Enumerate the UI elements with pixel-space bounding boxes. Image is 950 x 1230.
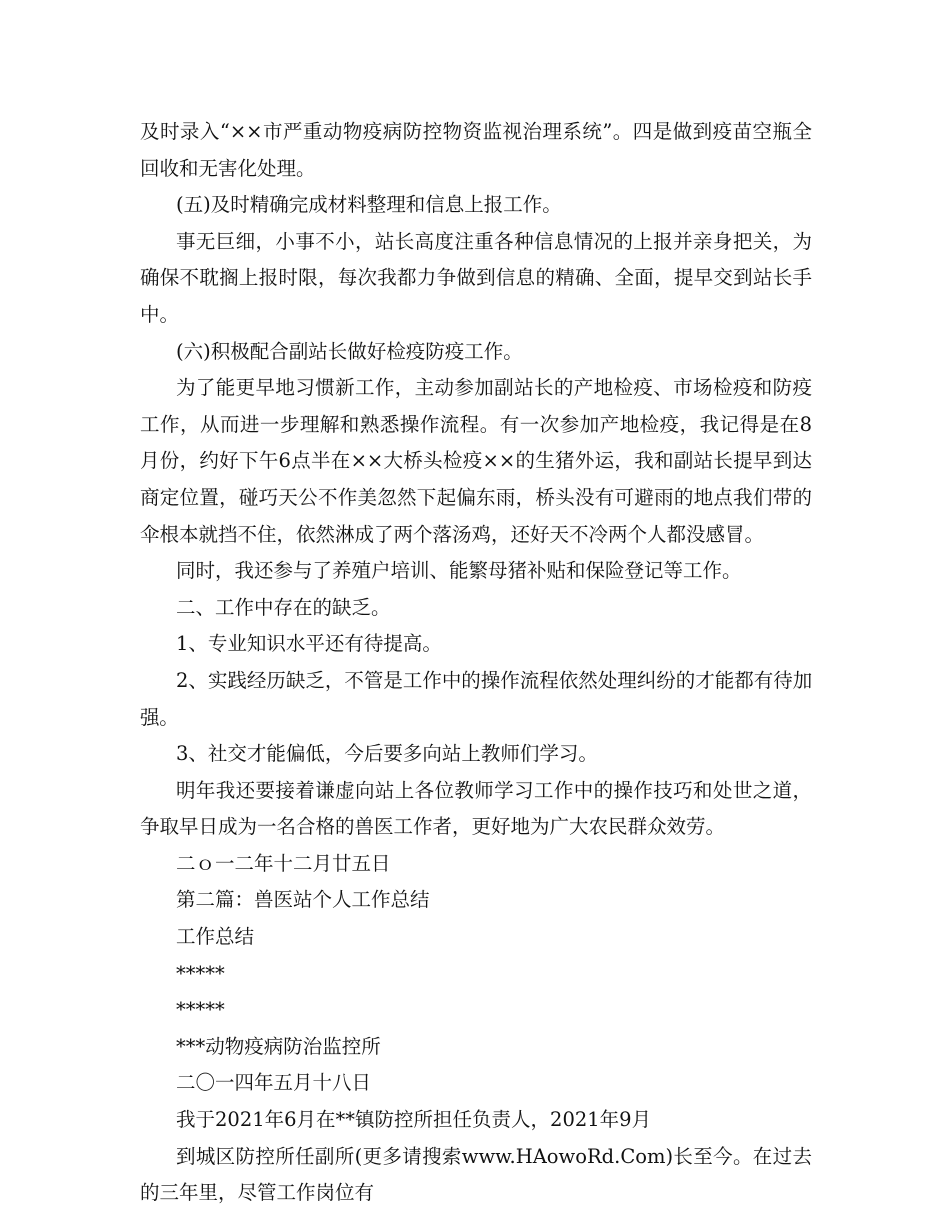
list-item: 3、社交才能偏低，今后要多向站上教师们学习。: [176, 742, 598, 766]
document-title: 工作总结: [176, 925, 255, 949]
redacted-line: *****: [176, 998, 225, 1022]
chapter-title: 第二篇：兽医站个人工作总结: [176, 888, 430, 912]
paragraph: 到城区防控所任副所(更多请搜索www.HAowoRd.Com)长至今。在过去的三年里，尽管工作岗位有: [140, 1144, 812, 1205]
section-heading: (六)积极配合副站长做好检疫防疫工作。: [176, 339, 523, 363]
paragraph: 同时，我还参与了养殖户培训、能繁母猪补贴和保险登记等工作。: [176, 559, 742, 583]
section-heading: 二、工作中存在的缺乏。: [176, 595, 391, 619]
paragraph: 为了能更早地习惯新工作，主动参加副站长的产地检疫、市场检疫和防疫工作，从而进一步理解和熟悉操作流程。有一次参加产地检疫，我记得是在8月份，约好下午6点半在××大桥头检疫××的生猪外运，我和副站长提早到达商定位置，碰巧天公不作美忽然下起偏东雨，桥头没有可避雨的地点我们带的伞根本就挡不住，依然淋成了两个落汤鸡，还好天不冷两个人都没感冒。: [140, 376, 812, 546]
organization-line: ***动物疫病防治监控所: [176, 1034, 381, 1058]
list-item: 2、实践经历缺乏，不管是工作中的操作流程依然处理纠纷的才能都有待加强。: [140, 668, 812, 729]
date-line: 二ｏ一二年十二月廿五日: [176, 851, 391, 875]
date-line: 二〇一四年五月十八日: [176, 1071, 372, 1095]
paragraph: 事无巨细，小事不小，站长高度注重各种信息情况的上报并亲身把关，为确保不耽搁上报时限，每次我都力争做到信息的精确、全面，提早交到站长手中。: [140, 229, 812, 326]
list-item: 1、专业知识水平还有待提高。: [176, 632, 442, 656]
redacted-line: *****: [176, 961, 225, 985]
paragraph: 我于2021年6月在**镇防控所担任负责人，2021年9月: [176, 1108, 652, 1132]
section-heading: (五)及时精确完成材料整理和信息上报工作。: [176, 193, 562, 217]
document-body: [140, 114, 812, 1212]
paragraph: 明年我还要接着谦虚向站上各位教师学习工作中的操作技巧和处世之道，争取早日成为一名合格的兽医工作者，更好地为广大农民群众效劳。: [140, 778, 812, 839]
paragraph: 及时录入“××市严重动物疫病防控物资监视治理系统”。四是做到疫苗空瓶全回收和无害化处理。: [140, 120, 812, 180]
